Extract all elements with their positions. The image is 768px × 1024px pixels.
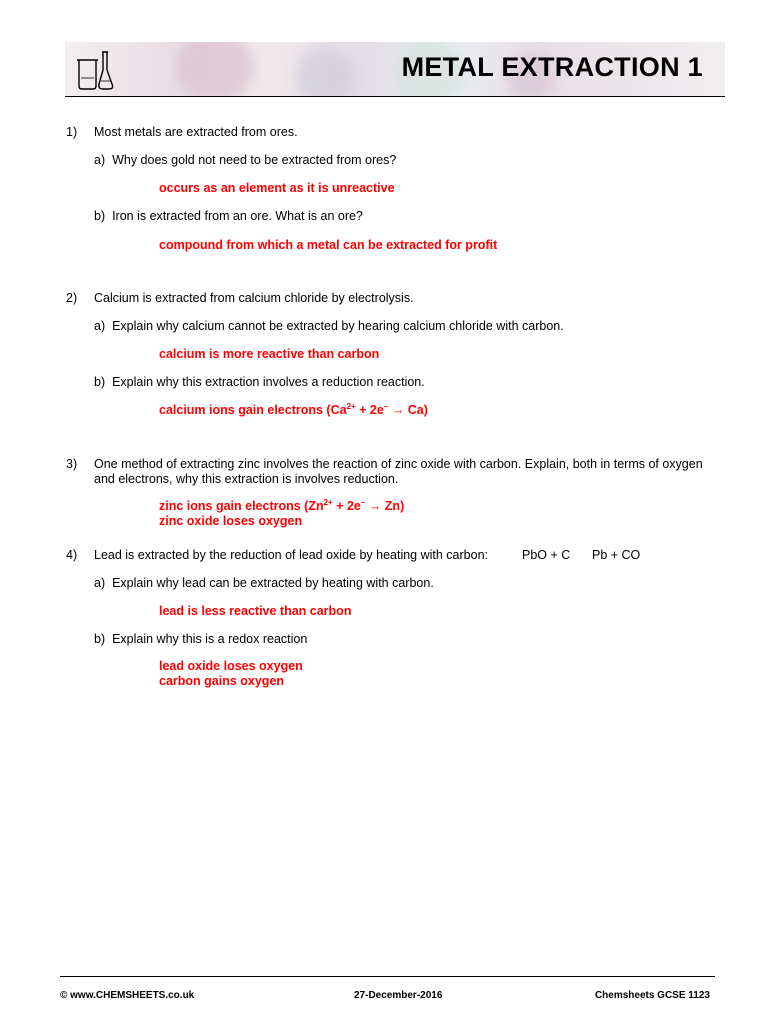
q3-number: 3) [66, 457, 78, 471]
q3-text: One method of extracting zinc involves the reaction of zinc oxide with carbon. Explain, both in terms of oxygen and electrons, why this extraction is involves reduction. [94, 457, 703, 486]
q4a [94, 576, 434, 590]
q4a-label: a) [94, 576, 106, 590]
q4b-label: b) [94, 632, 106, 646]
q4a-text: Explain why lead can be extracted by heating with carbon. [112, 576, 434, 590]
q2b-answer [159, 403, 428, 418]
q2a [94, 319, 564, 333]
footer-date: 27-December-2016 [354, 990, 443, 1001]
q4-equation-left: PbO + C [522, 548, 571, 562]
q1-number: 1) [66, 125, 78, 139]
page-title: METAL EXTRACTION 1 [401, 52, 703, 82]
q3-answer1-suffix: Zn) [381, 499, 405, 513]
header-divider [65, 96, 725, 97]
q4b-answer-1: lead oxide loses oxygen [159, 659, 303, 673]
q2b-label: b) [94, 375, 106, 389]
q4b-text: Explain why this is a redox reaction [112, 632, 308, 646]
q2-number: 2) [66, 291, 78, 305]
q2b-answer-charge: 2+ [346, 401, 356, 411]
q4a-answer: lead is less reactive than carbon [159, 604, 352, 618]
reaction-arrow-icon: → [391, 403, 405, 417]
q1b-answer: compound from which a metal can be extracted for profit [159, 238, 498, 252]
q3-answer1-mid: + 2e [332, 499, 361, 513]
q3-answer1-electron-charge: – [360, 497, 366, 507]
q4-text: Lead is extracted by the reduction of lead oxide by heating with carbon: [94, 548, 489, 562]
q1a-answer: occurs as an element as it is unreactive [159, 181, 395, 195]
q4-equation-right: Pb + CO [592, 548, 641, 562]
footer-copyright: © www.CHEMSHEETS.co.uk [60, 990, 195, 1001]
q1a-label: a) [94, 153, 106, 167]
q3-answer1-charge: 2+ [323, 497, 333, 507]
header-banner [65, 42, 725, 96]
q4b-answer-2: carbon gains oxygen [159, 674, 285, 688]
lab-glassware-icon [73, 48, 117, 92]
q1b-text: Iron is extracted from an ore. What is an ore? [112, 209, 363, 223]
q3-answer1-prefix: zinc ions gain electrons (Zn [159, 499, 324, 513]
q2b-answer-mid: + 2e [355, 403, 384, 417]
q1a [94, 153, 396, 167]
q2b-answer-prefix: calcium ions gain electrons (Ca [159, 403, 347, 417]
q4-number: 4) [66, 548, 78, 562]
q2a-answer: calcium is more reactive than carbon [159, 347, 380, 361]
q4b [94, 632, 307, 646]
q2b-text: Explain why this extraction involves a reduction reaction. [112, 375, 425, 389]
q1b [94, 209, 363, 223]
q2b-answer-suffix: Ca) [404, 403, 428, 417]
q2-text: Calcium is extracted from calcium chloride by electrolysis. [94, 291, 414, 305]
q2b-answer-electron-charge: – [383, 401, 389, 411]
q2a-label: a) [94, 319, 106, 333]
q1-text: Most metals are extracted from ores. [94, 125, 298, 139]
q2a-text: Explain why calcium cannot be extracted by hearing calcium chloride with carbon. [112, 319, 564, 333]
q2b [94, 375, 425, 389]
q3-answer-2: zinc oxide loses oxygen [159, 514, 303, 528]
footer-sheet-id: Chemsheets GCSE 1123 [594, 990, 710, 1001]
reaction-arrow-icon: → [368, 499, 382, 513]
q1b-label: b) [94, 209, 106, 223]
q1a-text: Why does gold not need to be extracted from ores? [112, 153, 397, 167]
q3-answer-1 [159, 499, 404, 514]
footer-divider [60, 976, 715, 977]
